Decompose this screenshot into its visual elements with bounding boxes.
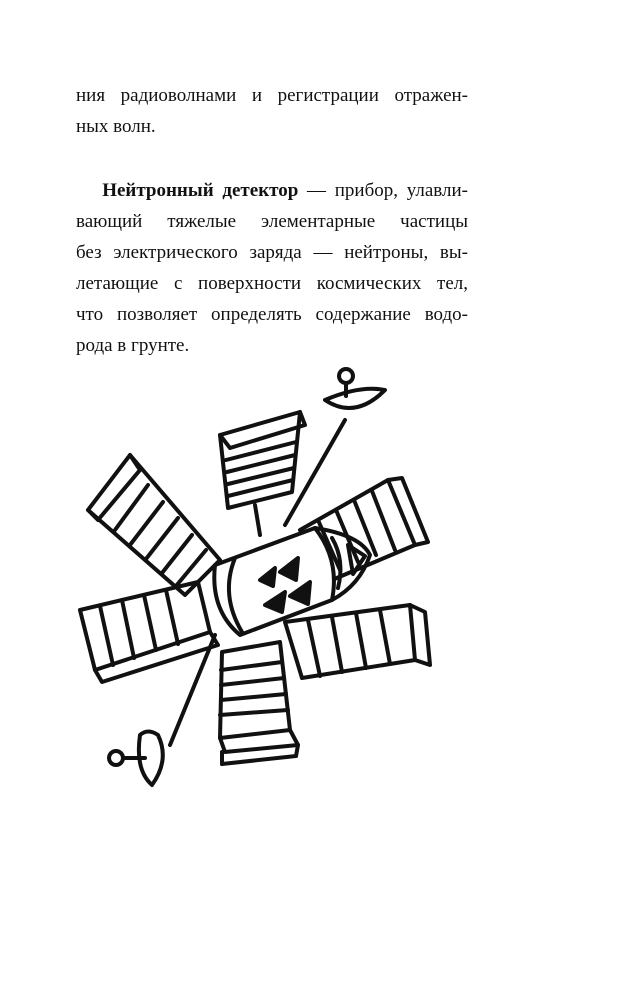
antenna-bottom-icon <box>109 635 215 785</box>
antenna-top-icon <box>285 369 385 525</box>
term-definition-start: — прибор, улавли- <box>298 180 469 201</box>
paragraph2-line2: вающий тяжелые элементарные частицы <box>76 211 468 232</box>
satellite-illustration <box>70 360 450 800</box>
solar-panel-lower-left <box>80 582 218 682</box>
solar-panel-bottom <box>220 642 298 764</box>
solar-panel-top <box>220 412 305 535</box>
paragraph2-line5: что позволяет определять содержание водо- <box>76 304 468 325</box>
paragraph2-line3: без электрического заряда — нейтроны, вы- <box>76 242 468 263</box>
solar-panel-lower-right <box>285 605 430 678</box>
paragraph1-line1: ния радиоволнами и регистрации отражен- <box>76 85 468 106</box>
paragraph1-line2: ных волн. <box>76 116 156 137</box>
term-neutron-detector: Нейтронный детектор <box>102 180 299 201</box>
paragraph2-line6: рода в грунте. <box>76 335 190 356</box>
satellite-body <box>214 528 370 635</box>
body-text <box>76 80 468 361</box>
paragraph2-line4: летающие с поверхности космических тел, <box>76 273 468 294</box>
solar-panel-upper-left <box>88 455 220 595</box>
paragraph2-line1 <box>76 175 468 206</box>
